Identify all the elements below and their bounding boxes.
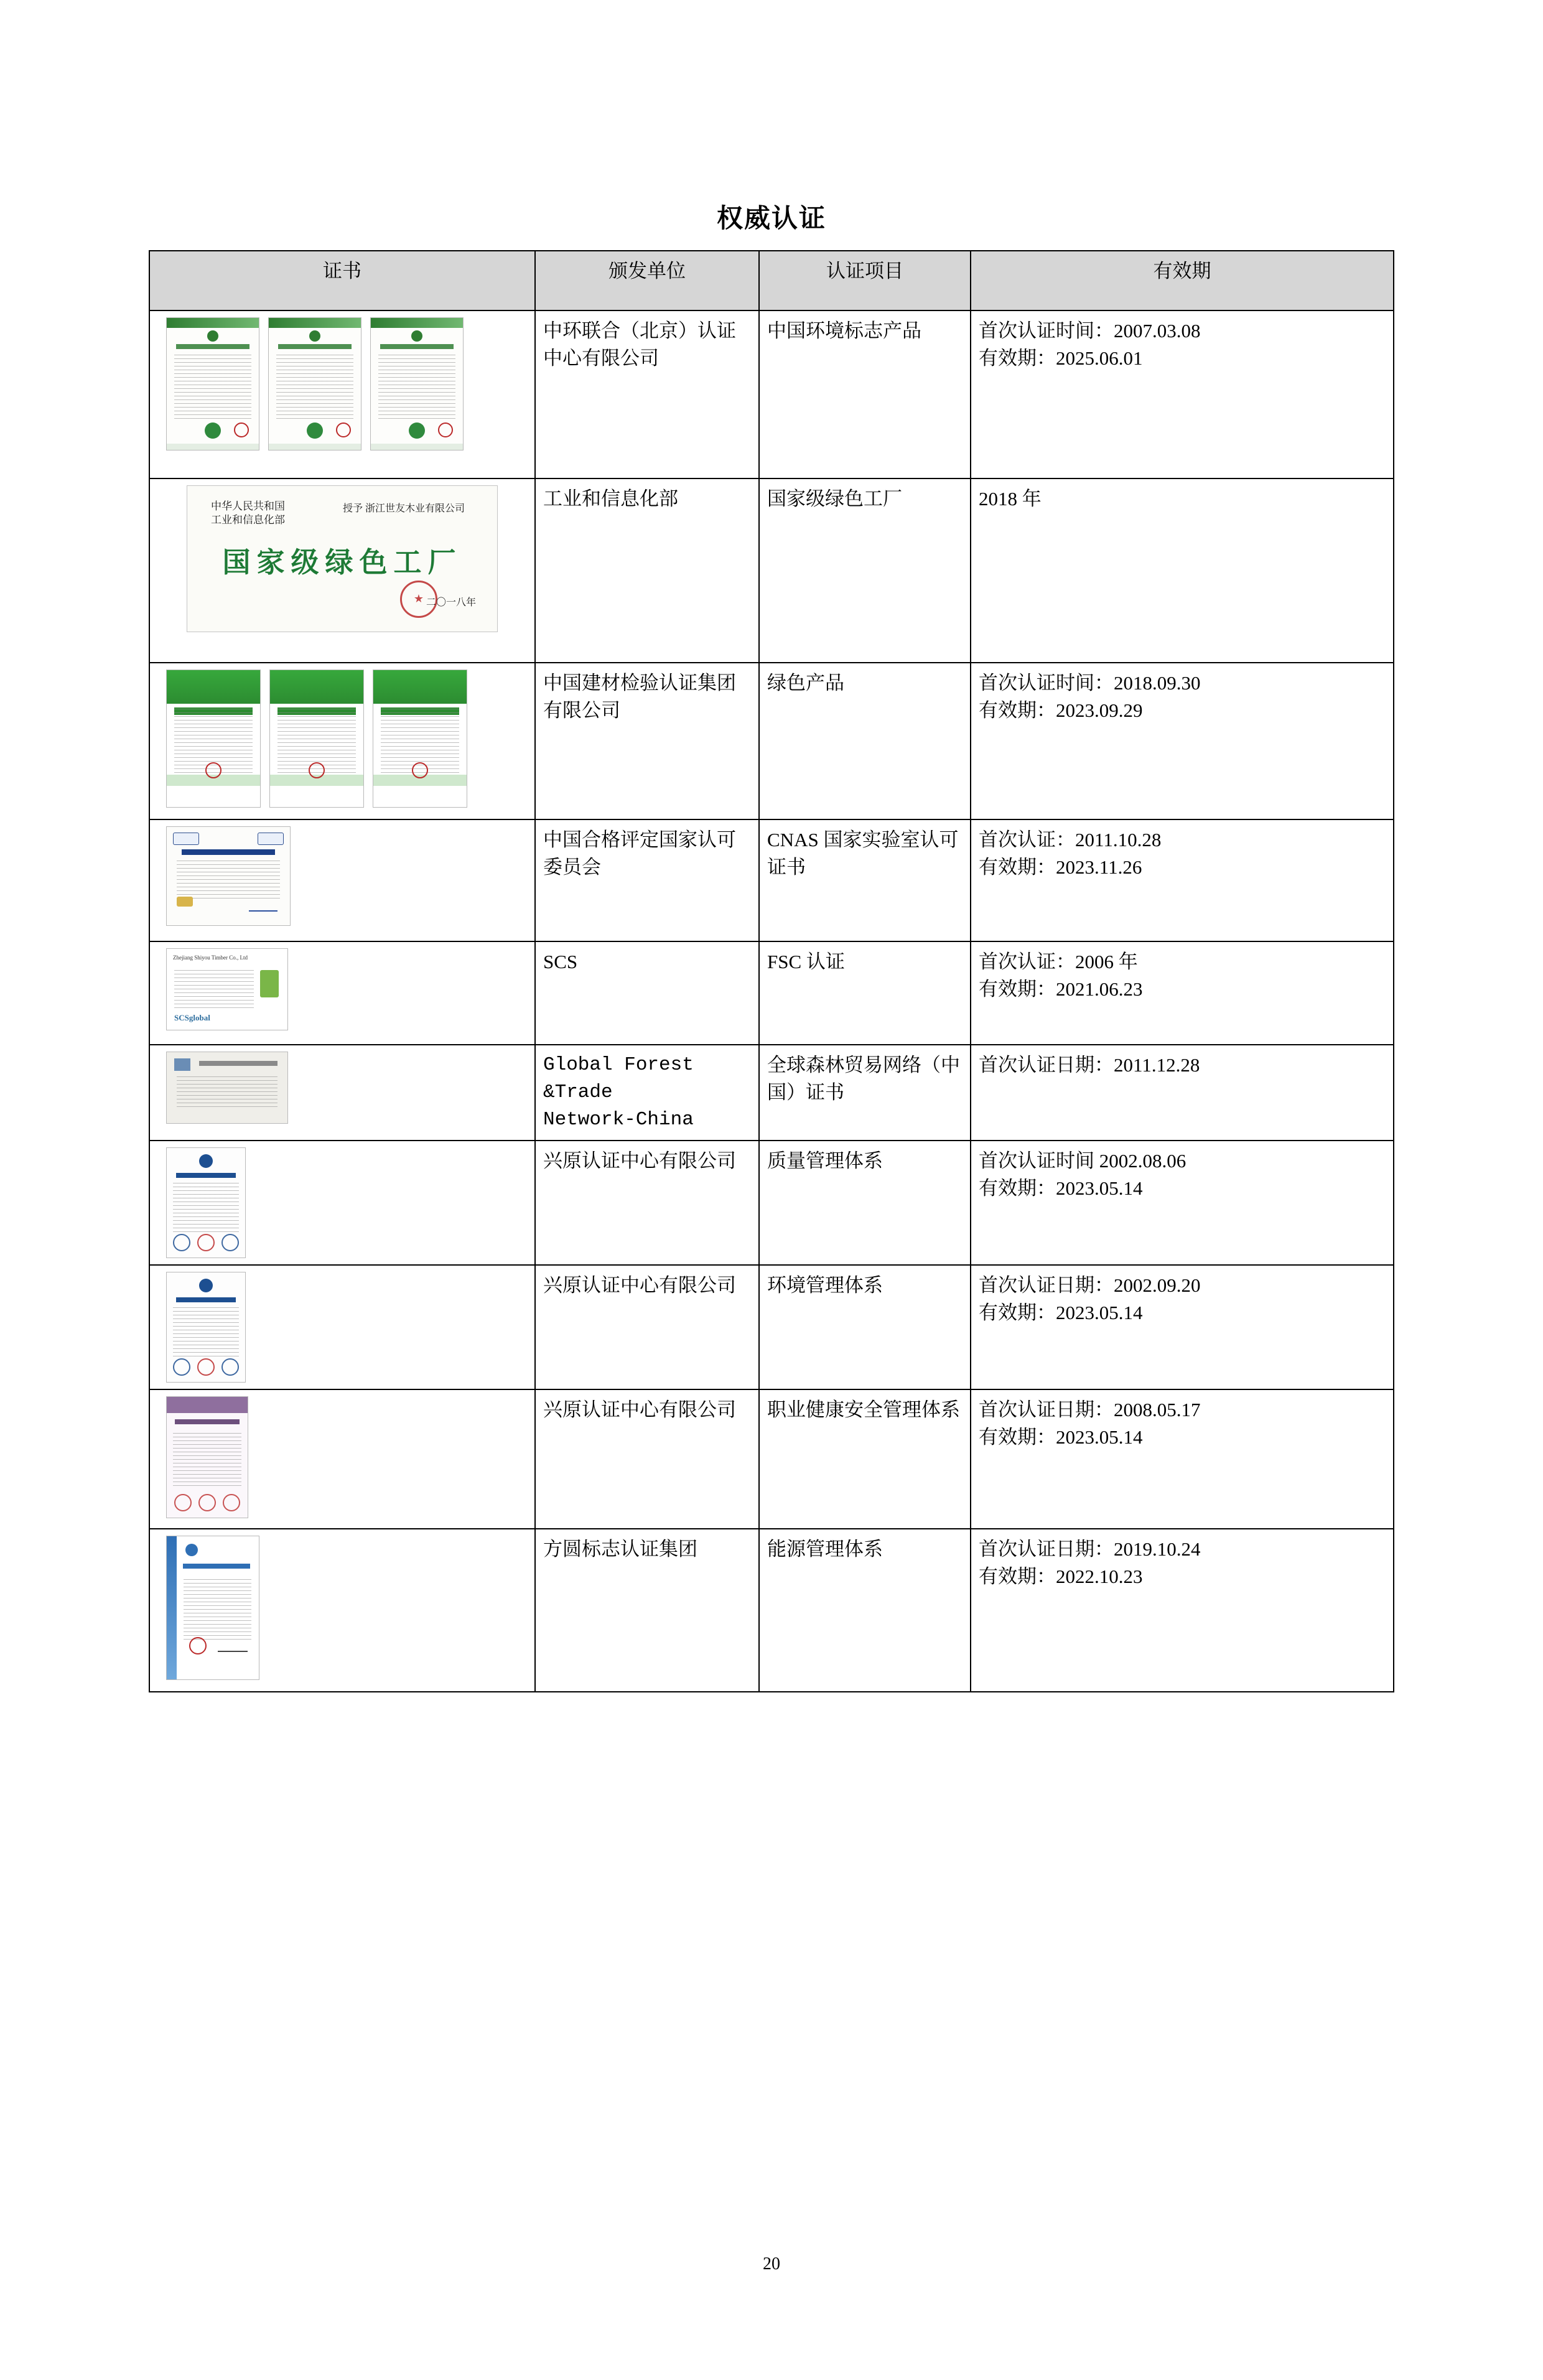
issuer-cell: [535, 1045, 759, 1141]
plaque-left-line1: 中华人民共和国: [211, 500, 285, 512]
item-cell: 质量管理体系: [759, 1141, 971, 1265]
certificate-image-cell: [149, 1045, 535, 1141]
certificate-thumbnail: [269, 670, 364, 808]
plaque-image: [187, 485, 498, 632]
validity-line: 首次认证日期：2011.12.28: [979, 1054, 1200, 1076]
certificate-thumbnail: [166, 1272, 246, 1383]
issuer-line: Network-China: [543, 1109, 694, 1131]
certificate-image-cell: [149, 1529, 535, 1692]
issuer-cell: 中国合格评定国家认可委员会: [535, 819, 759, 941]
certificate-thumbnail: [166, 1052, 288, 1124]
issuer-cell: 中国建材检验认证集团有限公司: [535, 663, 759, 819]
certificate-image-cell: [149, 1265, 535, 1389]
certificate-thumbnail: [373, 670, 467, 808]
certificate-image-cell: [149, 941, 535, 1045]
column-header-certificate: 证书: [149, 251, 535, 310]
plaque-right-text: 授予 浙江世友木业有限公司: [343, 503, 465, 514]
validity-line: 首次认证日期：2008.05.17: [979, 1399, 1201, 1421]
certificate-image-cell: [149, 1389, 535, 1529]
validity-line: 有效期：2023.05.14: [979, 1426, 1143, 1449]
issuer-cell: 兴原认证中心有限公司: [535, 1265, 759, 1389]
certificate-image-cell: [149, 478, 535, 663]
issuer-line: Global Forest: [543, 1054, 694, 1076]
item-cell: 能源管理体系: [759, 1529, 971, 1692]
item-cell: 国家级绿色工厂: [759, 478, 971, 663]
issuer-cell: 兴原认证中心有限公司: [535, 1141, 759, 1265]
page-title: 权威认证: [716, 205, 826, 233]
certificate-thumbnail: [166, 1536, 259, 1680]
validity-cell: [971, 941, 1394, 1045]
table-row: [149, 1141, 1394, 1265]
issuer-cell: 中环联合（北京）认证中心有限公司: [535, 310, 759, 478]
issuer-cell: SCS: [535, 941, 759, 1045]
validity-line: 首次认证日期：2002.09.20: [979, 1274, 1201, 1297]
validity-line: 有效期：2023.05.14: [979, 1177, 1143, 1200]
certificate-thumbnail: [268, 317, 361, 450]
validity-line: 有效期：2022.10.23: [979, 1566, 1143, 1588]
table-row: [149, 1529, 1394, 1692]
table-row: [149, 310, 1394, 478]
issuer-cell: 工业和信息化部: [535, 478, 759, 663]
validity-line: 首次认证时间：2007.03.08: [979, 320, 1201, 342]
validity-line: 首次认证时间 2002.08.06: [979, 1150, 1186, 1172]
table-row: [149, 1389, 1394, 1529]
issuer-cell: 方圆标志认证集团: [535, 1529, 759, 1692]
table-row: [149, 663, 1394, 819]
certificate-thumbnail: Zhejiang Shiyou Timber Co., Ltd SCSglobal: [166, 948, 288, 1030]
validity-cell: [971, 1045, 1394, 1141]
item-cell: 绿色产品: [759, 663, 971, 819]
validity-cell: [971, 310, 1394, 478]
validity-line: 首次认证时间：2018.09.30: [979, 672, 1201, 694]
validity-line: 有效期：2025.06.01: [979, 347, 1143, 370]
document-page: [0, 198, 1543, 2380]
certificate-image-cell: [149, 819, 535, 941]
certificate-thumbnail: [166, 826, 291, 926]
item-cell: 中国环境标志产品: [759, 310, 971, 478]
validity-cell: [971, 819, 1394, 941]
issuer-cell: 兴原认证中心有限公司: [535, 1389, 759, 1529]
column-header-item: 认证项目: [759, 251, 971, 310]
validity-line: 有效期：2023.11.26: [979, 856, 1142, 879]
page-number: 20: [763, 2254, 780, 2274]
certificate-thumbnail: [166, 670, 261, 808]
column-header-validity: 有效期: [971, 251, 1394, 310]
validity-line: 首次认证：2011.10.28: [979, 829, 1162, 851]
certificate-image-cell: [149, 663, 535, 819]
certificate-image-cell: [149, 1141, 535, 1265]
validity-cell: [971, 478, 1394, 663]
plaque-date: 二〇一八年: [426, 597, 476, 609]
validity-cell: [971, 663, 1394, 819]
table-header-row: [149, 251, 1394, 310]
validity-line: 首次认证：2006 年: [979, 951, 1138, 973]
validity-cell: [971, 1265, 1394, 1389]
certificate-thumbnail: [166, 1396, 248, 1518]
validity-cell: [971, 1141, 1394, 1265]
table-row: [149, 941, 1394, 1045]
item-cell: CNAS 国家实验室认可证书: [759, 819, 971, 941]
plaque-left-line2: 工业和信息化部: [211, 514, 285, 526]
table-row: [149, 1045, 1394, 1141]
validity-line: 有效期：2023.09.29: [979, 699, 1143, 722]
validity-line: 首次认证日期：2019.10.24: [979, 1538, 1201, 1561]
issuer-line: &Trade: [543, 1081, 613, 1104]
column-header-issuer: 颁发单位: [535, 251, 759, 310]
table-row: [149, 819, 1394, 941]
item-cell: FSC 认证: [759, 941, 971, 1045]
table-row: [149, 478, 1394, 663]
item-cell: 职业健康安全管理体系: [759, 1389, 971, 1529]
validity-line: 有效期：2023.05.14: [979, 1302, 1143, 1324]
validity-cell: [971, 1389, 1394, 1529]
validity-line: 有效期：2021.06.23: [979, 978, 1143, 1001]
item-cell: 全球森林贸易网络（中国）证书: [759, 1045, 971, 1141]
validity-cell: [971, 1529, 1394, 1692]
table-row: [149, 1265, 1394, 1389]
certificate-thumbnail: [166, 317, 259, 450]
item-cell: 环境管理体系: [759, 1265, 971, 1389]
certificate-thumbnail: [166, 1147, 246, 1258]
certification-table: [149, 250, 1394, 1692]
certificate-image-cell: [149, 310, 535, 478]
certificate-thumbnail: [370, 317, 464, 450]
validity-line: 2018 年: [979, 488, 1042, 510]
plaque-title: 国家级绿色工厂: [222, 547, 462, 578]
